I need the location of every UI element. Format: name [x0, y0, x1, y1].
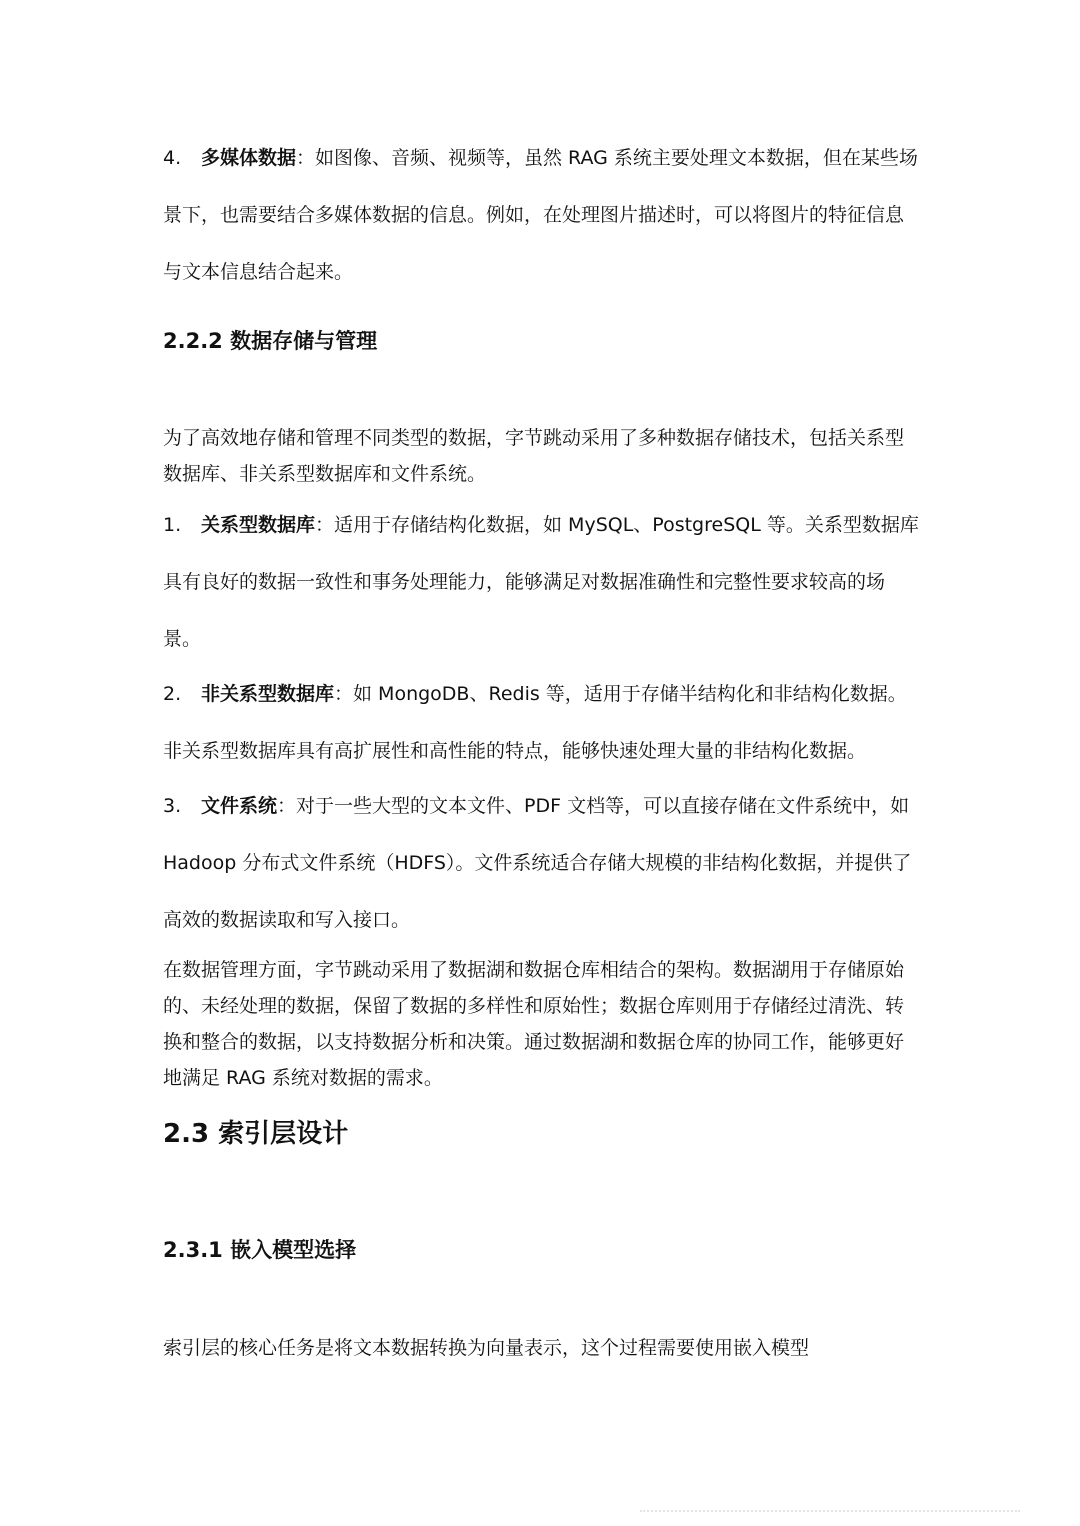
list-term: 非关系型数据库	[201, 683, 335, 705]
section-heading-2-3-1: 2.3.1 嵌入模型选择	[163, 1238, 357, 1262]
list-text: ：如 MongoDB、Redis 等，适用于存储半结构化和非结构化数据。非关系型数据库具有高扩展性和高性能的特点，能够快速处理大量的非结构化数据。	[163, 683, 907, 762]
list-term: 多媒体数据	[201, 147, 297, 169]
list-item-nonrelational-db	[163, 666, 919, 780]
list-number: 1.	[163, 514, 182, 536]
list-term: 文件系统	[201, 795, 278, 817]
faint-watermark-strip	[640, 1510, 1020, 1522]
paragraph-data-management: 在数据管理方面，字节跳动采用了数据湖和数据仓库相结合的架构。数据湖用于存储原始的、未经处理的数据，保留了数据的多样性和原始性；数据仓库则用于存储经过清洗、转换和整合的数据，以支持数据分析和决策。通过数据湖和数据仓库的协同工作，能够更好地满足 RAG 系统对数据的需求。	[163, 959, 905, 1089]
list-text: ：如图像、音频、视频等，虽然 RAG 系统主要处理文本数据，但在某些场景下，也需要结合多媒体数据的信息。例如，在处理图片描述时，可以将图片的特征信息与文本信息结合起来。	[163, 147, 918, 283]
paragraph-index-intro: 索引层的核心任务是将文本数据转换为向量表示，这个过程需要使用嵌入模型	[163, 1337, 810, 1359]
list-number: 2.	[163, 683, 182, 705]
paragraph-storage-intro: 为了高效地存储和管理不同类型的数据，字节跳动采用了多种数据存储技术，包括关系型数据库、非关系型数据库和文件系统。	[163, 427, 905, 485]
section-heading-2-2-2: 2.2.2 数据存储与管理	[163, 329, 378, 353]
list-item-multimedia	[163, 130, 919, 301]
list-number: 4.	[163, 147, 182, 169]
list-term: 关系型数据库	[201, 514, 316, 536]
list-text: ：对于一些大型的文本文件、PDF 文档等，可以直接存储在文件系统中，如 Hadoop 分布式文件系统（HDFS）。文件系统适合存储大规模的非结构化数据，并提供了高效的数据读取和写入接口。	[163, 795, 912, 931]
list-item-file-system	[163, 778, 919, 949]
list-item-relational-db	[163, 497, 919, 668]
section-heading-2-3: 2.3 索引层设计	[163, 1119, 349, 1149]
list-number: 3.	[163, 795, 182, 817]
list-text: ：适用于存储结构化数据，如 MySQL、PostgreSQL 等。关系型数据库具有良好的数据一致性和事务处理能力，能够满足对数据准确性和完整性要求较高的场景。	[163, 514, 919, 650]
